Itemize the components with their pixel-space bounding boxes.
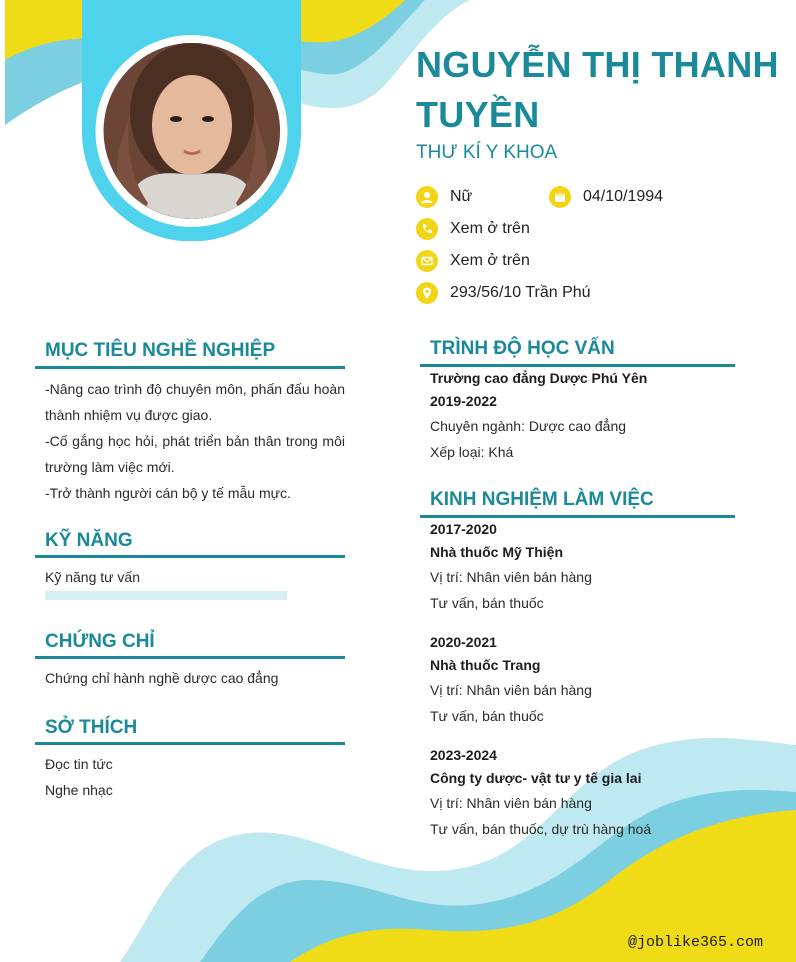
certificate-item: Chứng chỉ hành nghề dược cao đẳng — [45, 670, 279, 686]
candidate-name: NGUYỄN THỊ THANH TUYỀN — [416, 44, 779, 135]
school-name: Trường cao đẳng Dược Phú Yên — [430, 370, 648, 386]
hobby-item: Nghe nhạc — [45, 782, 113, 798]
experience-divider — [420, 515, 735, 518]
job-position: Vị trí: Nhân viên bán hàng — [430, 569, 592, 585]
job-years: 2020-2021 — [430, 634, 497, 650]
skills-title: KỸ NĂNG — [45, 530, 133, 551]
phone-value: Xem ở trên — [450, 220, 530, 237]
email-row — [416, 250, 530, 272]
job-company: Nhà thuốc Mỹ Thiện — [430, 544, 563, 560]
education-divider — [420, 364, 735, 367]
job-position: Vị trí: Nhân viên bán hàng — [430, 795, 592, 811]
certificates-title: CHỨNG CHỈ — [45, 631, 155, 652]
job-description: Tư vấn, bán thuốc — [430, 708, 544, 724]
calendar-icon — [549, 186, 571, 208]
avatar — [104, 43, 280, 219]
gender-value: Nữ — [450, 188, 473, 205]
skill-item: Kỹ năng tư vấn — [45, 569, 140, 585]
gender-row — [416, 186, 472, 208]
mail-icon — [416, 250, 438, 272]
address-value: 293/56/10 Trần Phú — [450, 284, 591, 301]
skill-level-bar — [45, 591, 287, 600]
objective-divider — [35, 366, 345, 369]
birthday-row — [549, 186, 663, 208]
job-company: Công ty dược- vật tư y tế gia lai — [430, 770, 642, 786]
education-grade: Xếp loại: Khá — [430, 444, 514, 460]
education-title: TRÌNH ĐỘ HỌC VẤN — [430, 338, 615, 359]
hobbies-title: SỞ THÍCH — [45, 717, 138, 738]
email-value: Xem ở trên — [450, 252, 530, 269]
phone-icon — [416, 218, 438, 240]
birthday-value: 04/10/1994 — [583, 188, 664, 205]
job-description: Tư vấn, bán thuốc — [430, 595, 544, 611]
location-icon — [416, 282, 438, 304]
objective-line: -Trở thành người cán bộ y tế mẫu mực. — [45, 485, 291, 501]
experience-title: KINH NGHIỆM LÀM VIỆC — [430, 489, 654, 510]
objective-line: -Nâng cao trình độ chuyên môn, phấn đấu hoàn thành nhiệm vụ được giao. — [45, 381, 345, 423]
user-icon — [416, 186, 438, 208]
hobbies-divider — [35, 742, 345, 745]
phone-row — [416, 218, 530, 240]
education-major: Chuyên ngành: Dược cao đẳng — [430, 418, 627, 434]
certificates-divider — [35, 656, 345, 659]
objective-title: MỤC TIÊU NGHỀ NGHIỆP — [45, 340, 276, 361]
job-years: 2017-2020 — [430, 521, 497, 537]
job-years: 2023-2024 — [430, 747, 497, 763]
objective-line: -Cố gắng học hỏi, phát triển bản thân trong môi trường làm việc mới. — [45, 433, 345, 475]
job-description: Tư vấn, bán thuốc, dự trù hàng hoá — [430, 821, 652, 837]
address-row — [416, 282, 591, 304]
watermark: @joblike365.com — [628, 934, 764, 951]
job-position: Vị trí: Nhân viên bán hàng — [430, 682, 592, 698]
photo-frame — [82, 0, 301, 241]
education-years: 2019-2022 — [430, 393, 497, 409]
objective-text — [45, 376, 345, 506]
skills-divider — [35, 555, 345, 558]
hobby-item: Đọc tin tức — [45, 756, 113, 772]
job-title: THƯ KÍ Y KHOA — [416, 142, 558, 163]
job-company: Nhà thuốc Trang — [430, 657, 541, 673]
